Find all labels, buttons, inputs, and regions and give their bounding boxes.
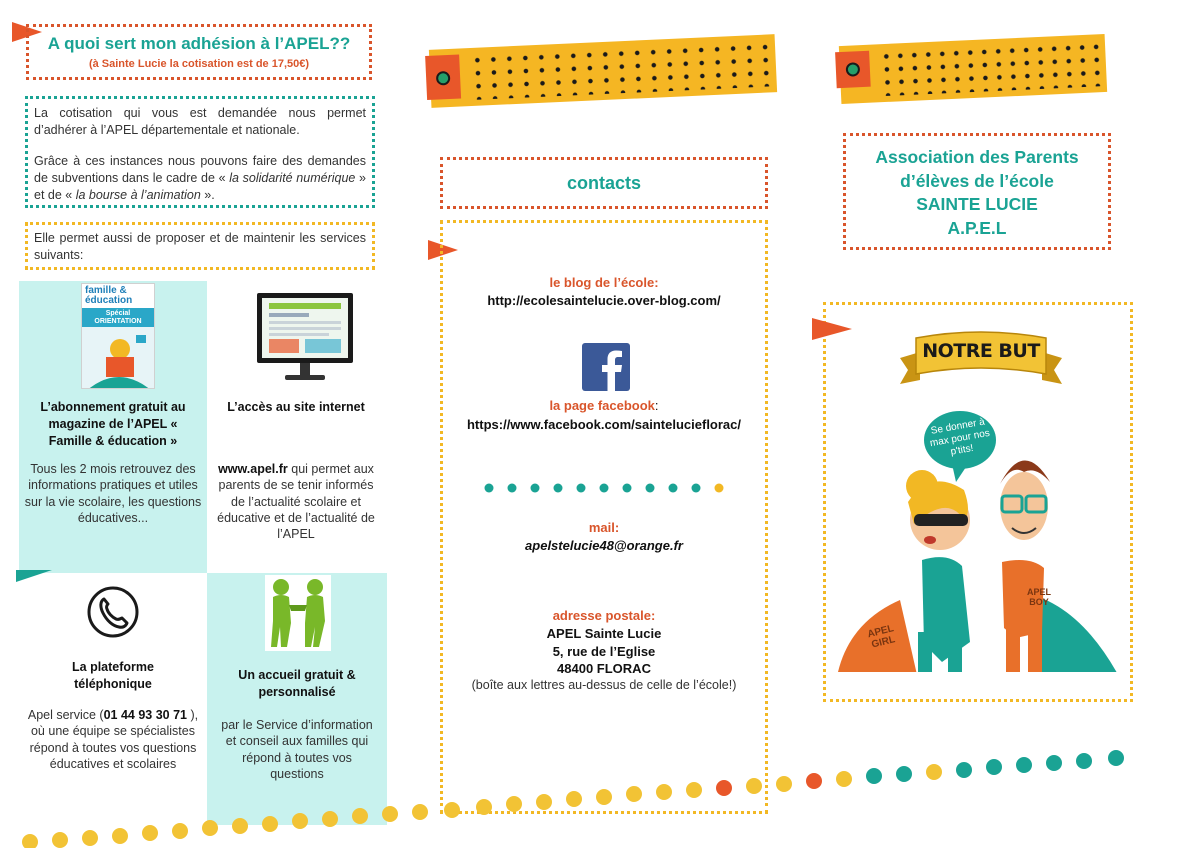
dot-trail-decoration	[0, 728, 1200, 848]
accueil-title: Un accueil gratuit & personnalisé	[238, 668, 356, 699]
contacts-box	[440, 220, 768, 814]
dot-separator-graphic	[484, 483, 724, 493]
blog-url[interactable]: http://ecolesaintelucie.over-blog.com/	[487, 293, 721, 308]
magazine-cover-banner: Spécial ORIENTATION	[82, 308, 154, 327]
contacts-header-box	[440, 157, 768, 209]
address-note: (boîte aux lettres au-dessus de celle de l’école!)	[471, 678, 737, 692]
cotisation-paragraph: La cotisation qui vous est demandée nous permet d’adhérer à l’APEL départementale et nationale.	[34, 106, 366, 137]
dot-separator	[484, 480, 724, 490]
contacts-title: contacts	[566, 173, 642, 193]
phone-number[interactable]: 01 44 93 30 71	[103, 708, 188, 722]
magazine-text: Tous les 2 mois retrouvez des informations pratiques et utiles sur la vie scolaire, les questions éducatives...	[24, 462, 202, 525]
mail-label: mail:	[588, 520, 620, 535]
magazine-cover-title: famille & éducation	[85, 285, 133, 306]
notre-but-text: NOTRE BUT	[922, 340, 1040, 362]
association-box	[843, 133, 1111, 250]
mail-address[interactable]: apelstelucie48@orange.fr	[525, 538, 683, 553]
phone-icon	[86, 585, 140, 639]
apel-website-link[interactable]: www.apel.fr	[218, 462, 288, 476]
services-intro-box	[25, 222, 375, 270]
site-text: www.apel.fr qui permet aux parents de se tenir informés de l’actualité scolaire et éducative et de l’actualité de l’APEL	[217, 462, 375, 541]
address-label: adresse postale:	[552, 608, 656, 623]
magazine-illustration	[82, 327, 155, 389]
monitor-icon	[255, 291, 355, 383]
subventions-paragraph: Grâce à ces instances nous pouvons faire des demandes de subventions dans le cadre de « la solidarité numérique » et de « la bourse à l’animation ».	[34, 153, 366, 202]
cotisation-box	[25, 96, 375, 208]
site-title: L’accès au site internet	[227, 400, 365, 414]
magazine-title: L’abonnement gratuit au magazine de l’APEL « Famille & éducation »	[40, 400, 186, 448]
facebook-icon[interactable]	[582, 343, 630, 391]
magazine-tile	[19, 281, 207, 573]
tape-dot-grid	[879, 40, 1103, 96]
address-line-3: 48400 FLORAC	[557, 661, 651, 676]
tape-dot-grid	[469, 40, 771, 100]
association-line-3: SAINTE LUCIE	[916, 194, 1038, 215]
facebook-url[interactable]: https://www.facebook.com/sainteluciefloraс/	[466, 417, 742, 432]
facebook-label-line: la page facebook:	[549, 398, 659, 413]
adhesion-subtitle: (à Sainte Lucie la cotisation est de 17,50€)	[88, 58, 310, 70]
facebook-label: la page facebook	[549, 398, 655, 413]
association-line-1: Association des Parents	[875, 147, 1079, 167]
association-line-4: A.P.E.L	[947, 217, 1007, 238]
association-line-2: d’élèves de l’école	[900, 170, 1054, 191]
handshake-icon	[265, 575, 331, 651]
notre-but-banner	[900, 328, 1062, 390]
adhesion-title: A quoi sert mon adhésion à l’APEL??	[47, 34, 351, 53]
phone-title: La plateforme téléphonique	[72, 660, 154, 691]
speech-bubble-text: Se donner à max pour nos p'tits!	[929, 416, 991, 458]
services-intro: Elle permet aussi de proposer et de maintenir les services suivants:	[34, 231, 366, 262]
dotted-tape-decoration	[839, 34, 1107, 104]
boy-badge-label: APEL BOY	[1026, 587, 1051, 607]
magazine-cover-image	[81, 283, 155, 389]
pennant-decoration	[812, 318, 852, 340]
dotted-tape-decoration	[429, 34, 777, 108]
blog-label: le blog de l’école:	[549, 275, 659, 290]
address-line-1: APEL Sainte Lucie	[546, 626, 662, 641]
girl-cape-label: APEL GIRL	[866, 623, 897, 651]
accueil-text: par le Service d’information et conseil aux familles qui répond à toutes vos questions	[221, 718, 373, 781]
site-tile	[207, 281, 387, 573]
adhesion-title-box	[26, 24, 372, 80]
address-line-2: 5, rue de l’Eglise	[552, 644, 656, 659]
phone-text: Apel service (01 44 93 30 71 ), où une équipe se spécialistes répond à toutes vos questions éducatives et scolaires	[27, 708, 199, 771]
